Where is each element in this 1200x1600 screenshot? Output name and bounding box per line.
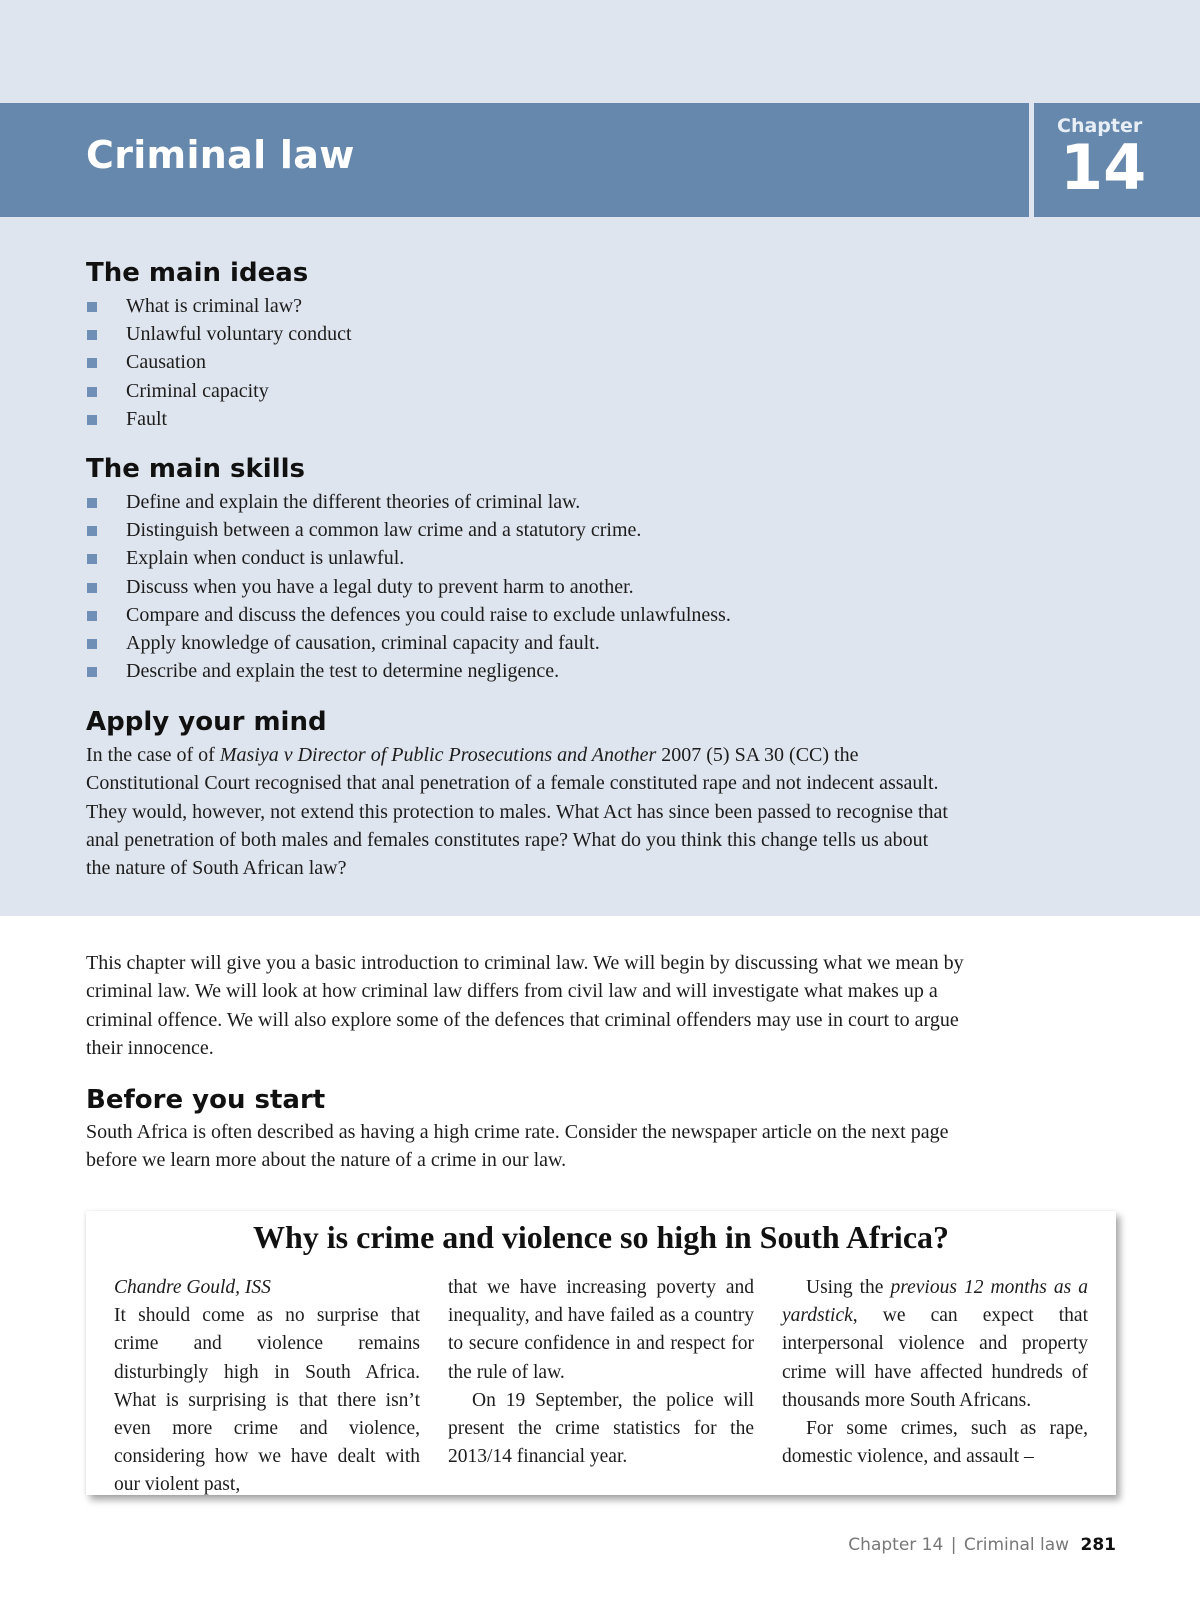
bullet-square-icon: [87, 667, 97, 677]
page-footer: [848, 1535, 1116, 1555]
article-paragraph: that we have increasing poverty and inequality, and have failed as a country to secure confidence in and respect for the rule of law.: [448, 1277, 754, 1383]
bullet-square-icon: [87, 415, 97, 425]
bullet-square-icon: [87, 302, 97, 312]
chapter-title: Criminal law: [86, 133, 355, 177]
list-item: Compare and discuss the defences you could raise to exclude unlawfulness.: [86, 601, 731, 629]
main-skills-list: [86, 488, 731, 685]
bullet-square-icon: [87, 358, 97, 368]
main-ideas-list: [86, 292, 352, 433]
list-item: Causation: [86, 348, 352, 376]
footer-separator: |: [950, 1535, 957, 1555]
bullet-square-icon: [87, 330, 97, 340]
list-item: Distinguish between a common law crime and a statutory crime.: [86, 516, 731, 544]
list-item: Apply knowledge of causation, criminal capacity and fault.: [86, 629, 731, 657]
footer-section: Criminal law: [963, 1535, 1070, 1555]
article-column-3: [782, 1274, 1088, 1471]
list-item: Explain when conduct is unlawful.: [86, 544, 731, 572]
intro-paragraph: This chapter will give you a basic introduction to criminal law. We will begin by discussing what we mean by criminal law. We will look at how criminal law differs from civil law and will investigate what makes up a criminal offence. We will also explore some of the defences that criminal offenders may use in court to argue their innocence.: [86, 952, 964, 1059]
title-band: [0, 103, 1029, 217]
footer-chapter: Chapter 14: [848, 1535, 944, 1555]
article-paragraph: Using the previous 12 months as a yardstick, we can expect that interpersonal violence and property crime will have affected hundreds of thousands more South Africans.: [782, 1277, 1088, 1411]
list-item: Define and explain the different theories of criminal law.: [86, 488, 731, 516]
article-paragraph: For some crimes, such as rape, domestic violence, and assault –: [782, 1418, 1088, 1468]
newspaper-article: [86, 1211, 1116, 1495]
list-item: What is criminal law?: [86, 292, 352, 320]
list-item: Criminal capacity: [86, 377, 352, 405]
main-ideas-heading: The main ideas: [86, 258, 309, 288]
article-paragraph: It should come as no surprise that crime and violence remains disturbingly high in South Africa. What is surprising is that there isn’t even more crime and violence, considering how we have dealt with our violent past,: [114, 1305, 420, 1496]
bullet-square-icon: [87, 554, 97, 564]
list-item: Discuss when you have a legal duty to prevent harm to another.: [86, 573, 731, 601]
list-item: Describe and explain the test to determine negligence.: [86, 657, 731, 685]
apply-your-mind-heading: Apply your mind: [86, 707, 327, 737]
before-you-start-heading: Before you start: [86, 1085, 326, 1115]
article-byline: Chandre Gould, ISS: [114, 1277, 271, 1298]
bullet-square-icon: [87, 611, 97, 621]
article-headline: Why is crime and violence so high in South Africa?: [252, 1219, 950, 1255]
bullet-square-icon: [87, 583, 97, 593]
bullet-square-icon: [87, 526, 97, 536]
article-paragraph: On 19 September, the police will present the crime statistics for the 2013/14 financial year.: [448, 1389, 754, 1468]
article-column-1: [114, 1274, 420, 1500]
list-item: Fault: [86, 405, 352, 433]
main-skills-heading: The main skills: [86, 454, 306, 484]
list-item: Unlawful voluntary conduct: [86, 320, 352, 348]
chapter-number: 14: [1060, 131, 1147, 204]
apply-your-mind-text: In the case of of Masiya v Director of Public Prosecutions and Another 2007 (5) SA 30 (CC) the Constitutional Court recognised that anal penetration of a female constituted rape and not indecent assault. They would, however, not extend this protection to males. What Act has since been passed to recognise that anal penetration of both males and females constitutes rape? What do you think this change tells us about the nature of South African law?: [86, 744, 948, 880]
bullet-square-icon: [87, 639, 97, 649]
page-number: 281: [1080, 1535, 1116, 1555]
article-column-2: [448, 1274, 754, 1471]
case-name: Masiya v Director of Public Prosecutions and Another: [219, 744, 657, 766]
bullet-square-icon: [87, 498, 97, 508]
chapter-label: Chapter: [1057, 115, 1143, 137]
chapter-box: [1034, 103, 1200, 217]
before-you-start-text: South Africa is often described as having a high crime rate. Consider the newspaper article on the next page before we learn more about the nature of a crime in our law.: [86, 1121, 949, 1172]
bullet-square-icon: [87, 387, 97, 397]
